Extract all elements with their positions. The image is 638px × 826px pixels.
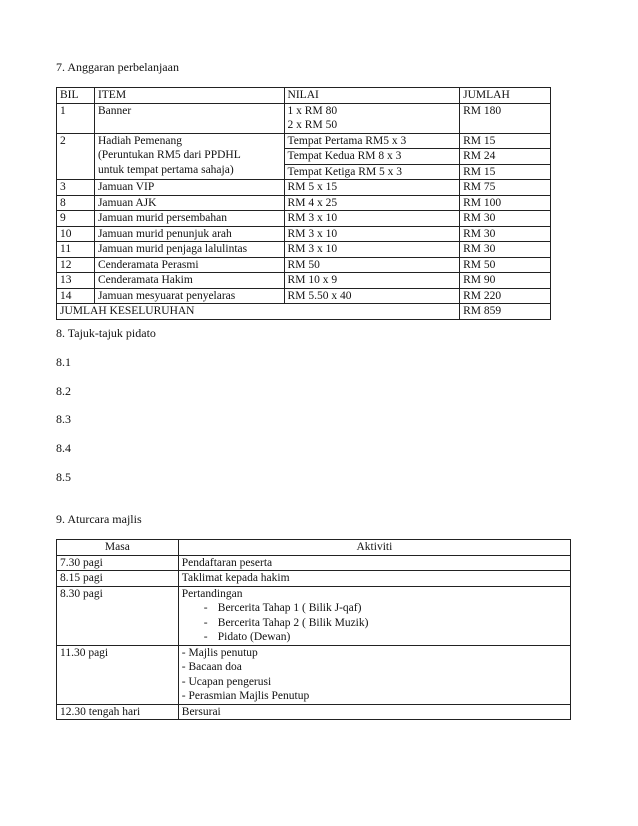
cell-jumlah: RM 180 xyxy=(460,103,551,133)
cell-item: Jamuan murid persembahan xyxy=(94,211,284,227)
jumlah-line: RM 15 xyxy=(463,134,496,147)
cell-masa: 8.15 pagi xyxy=(57,571,179,587)
activity-line: - Ucapan pengerusi xyxy=(181,675,272,688)
cell-item: Cenderamata Hakim xyxy=(94,273,284,289)
cell-aktiviti xyxy=(178,586,570,645)
cell-bil: 2 xyxy=(57,133,95,180)
cell-jumlah: RM 30 xyxy=(460,226,551,242)
table-row xyxy=(57,555,571,571)
list-item-text: Pidato (Dewan) xyxy=(217,631,291,643)
cell-jumlah: RM 50 xyxy=(460,257,551,273)
cell-jumlah: RM 220 xyxy=(460,288,551,304)
cell-masa: 12.30 tengah hari xyxy=(57,704,179,720)
table-row xyxy=(57,288,551,304)
header-masa: Masa xyxy=(57,540,179,556)
total-label: JUMLAH KESELURUHAN xyxy=(57,304,460,320)
cell-aktiviti: Pendaftaran peserta xyxy=(178,555,570,571)
list-item xyxy=(204,616,567,631)
total-row xyxy=(57,304,551,320)
cell-nilai: RM 3 x 10 xyxy=(284,226,460,242)
cell-aktiviti: Bersurai xyxy=(178,704,570,720)
activity-line: - Bacaan doa xyxy=(181,661,242,673)
cell-nilai: RM 3 x 10 xyxy=(284,211,460,227)
list-item xyxy=(204,630,567,645)
cell-item: Cenderamata Perasmi xyxy=(94,257,284,273)
cell-bil: 10 xyxy=(57,226,95,242)
table-header-row xyxy=(57,88,551,104)
cell-bil: 12 xyxy=(57,257,95,273)
nilai-line: 1 x RM 80 xyxy=(287,104,338,117)
item-line: untuk tempat pertama sahaja) xyxy=(97,163,234,176)
table-row xyxy=(57,242,551,258)
speech-title-item: 8.3 xyxy=(56,412,71,426)
cell-bil: 14 xyxy=(57,288,95,304)
programme-table xyxy=(56,539,571,720)
jumlah-line: RM 24 xyxy=(460,148,550,164)
cell-item: Jamuan murid penunjuk arah xyxy=(94,226,284,242)
header-item: ITEM xyxy=(94,88,284,104)
cell-nilai xyxy=(284,133,460,180)
cell-nilai xyxy=(284,103,460,133)
cell-masa: 11.30 pagi xyxy=(57,645,179,704)
nilai-line: Tempat Kedua RM 8 x 3 xyxy=(285,148,460,164)
header-nilai: NILAI xyxy=(284,88,460,104)
cell-jumlah: RM 30 xyxy=(460,211,551,227)
cell-bil: 9 xyxy=(57,211,95,227)
cell-item xyxy=(94,133,284,180)
activity-line: - Majlis penutup xyxy=(181,646,258,659)
cell-nilai: RM 3 x 10 xyxy=(284,242,460,258)
cell-masa: 8.30 pagi xyxy=(57,586,179,645)
cell-nilai: RM 5 x 15 xyxy=(284,180,460,196)
table-row xyxy=(57,704,571,720)
nilai-line: Tempat Ketiga RM 5 x 3 xyxy=(285,164,460,180)
table-row xyxy=(57,273,551,289)
speech-title-item: 8.2 xyxy=(56,384,71,398)
cell-item: Jamuan mesyuarat penyelaras xyxy=(94,288,284,304)
table-row xyxy=(57,195,551,211)
cell-item: Jamuan AJK xyxy=(94,195,284,211)
section-8-heading: 8. Tajuk-tajuk pidato xyxy=(56,326,156,340)
cell-item: Jamuan murid penjaga lalulintas xyxy=(94,242,284,258)
cell-item: Banner xyxy=(94,103,284,133)
cell-bil: 11 xyxy=(57,242,95,258)
cell-jumlah: RM 75 xyxy=(460,180,551,196)
header-aktiviti: Aktiviti xyxy=(178,540,570,556)
cell-jumlah: RM 90 xyxy=(460,273,551,289)
cell-nilai: RM 10 x 9 xyxy=(284,273,460,289)
competition-list xyxy=(182,601,567,645)
list-item xyxy=(204,601,567,616)
speech-title-item: 8.5 xyxy=(56,470,71,484)
section-7-heading: 7. Anggaran perbelanjaan xyxy=(56,60,179,74)
table-header-row xyxy=(57,540,571,556)
cell-item: Jamuan VIP xyxy=(94,180,284,196)
table-row xyxy=(57,586,571,645)
jumlah-line: RM 15 xyxy=(460,164,550,180)
cell-nilai: RM 4 x 25 xyxy=(284,195,460,211)
nilai-line: 2 x RM 50 xyxy=(287,119,338,131)
total-value: RM 859 xyxy=(460,304,551,320)
cell-jumlah xyxy=(460,133,551,180)
header-jumlah: JUMLAH xyxy=(460,88,551,104)
cell-jumlah: RM 30 xyxy=(460,242,551,258)
speech-title-item: 8.1 xyxy=(56,355,71,369)
table-row xyxy=(57,571,571,587)
activity-line: - Perasmian Majlis Penutup xyxy=(181,690,310,702)
cell-bil: 13 xyxy=(57,273,95,289)
cell-aktiviti: Taklimat kepada hakim xyxy=(178,571,570,587)
header-bil: BIL xyxy=(57,88,95,104)
cell-masa: 7.30 pagi xyxy=(57,555,179,571)
table-row xyxy=(57,180,551,196)
cell-jumlah: RM 100 xyxy=(460,195,551,211)
item-line: Hadiah Pemenang xyxy=(97,134,182,147)
list-item-text: Bercerita Tahap 1 ( Bilik J-qaf) xyxy=(217,602,362,614)
table-row xyxy=(57,645,571,704)
cell-aktiviti xyxy=(178,645,570,704)
cell-nilai: RM 5.50 x 40 xyxy=(284,288,460,304)
cell-bil: 1 xyxy=(57,103,95,133)
cell-bil: 3 xyxy=(57,180,95,196)
cell-nilai: RM 50 xyxy=(284,257,460,273)
list-item-text: Bercerita Tahap 2 ( Bilik Muzik) xyxy=(217,616,369,629)
table-row xyxy=(57,211,551,227)
activity-title: Pertandingan xyxy=(181,587,243,600)
table-row xyxy=(57,226,551,242)
section-9-heading: 9. Aturcara majlis xyxy=(56,512,142,526)
table-row xyxy=(57,133,551,180)
speech-title-item: 8.4 xyxy=(56,441,71,455)
budget-table xyxy=(56,87,551,320)
item-line: (Peruntukan RM5 dari PPDHL xyxy=(97,149,241,161)
table-row xyxy=(57,257,551,273)
cell-bil: 8 xyxy=(57,195,95,211)
table-row xyxy=(57,103,551,133)
nilai-line: Tempat Pertama RM5 x 3 xyxy=(287,134,407,147)
